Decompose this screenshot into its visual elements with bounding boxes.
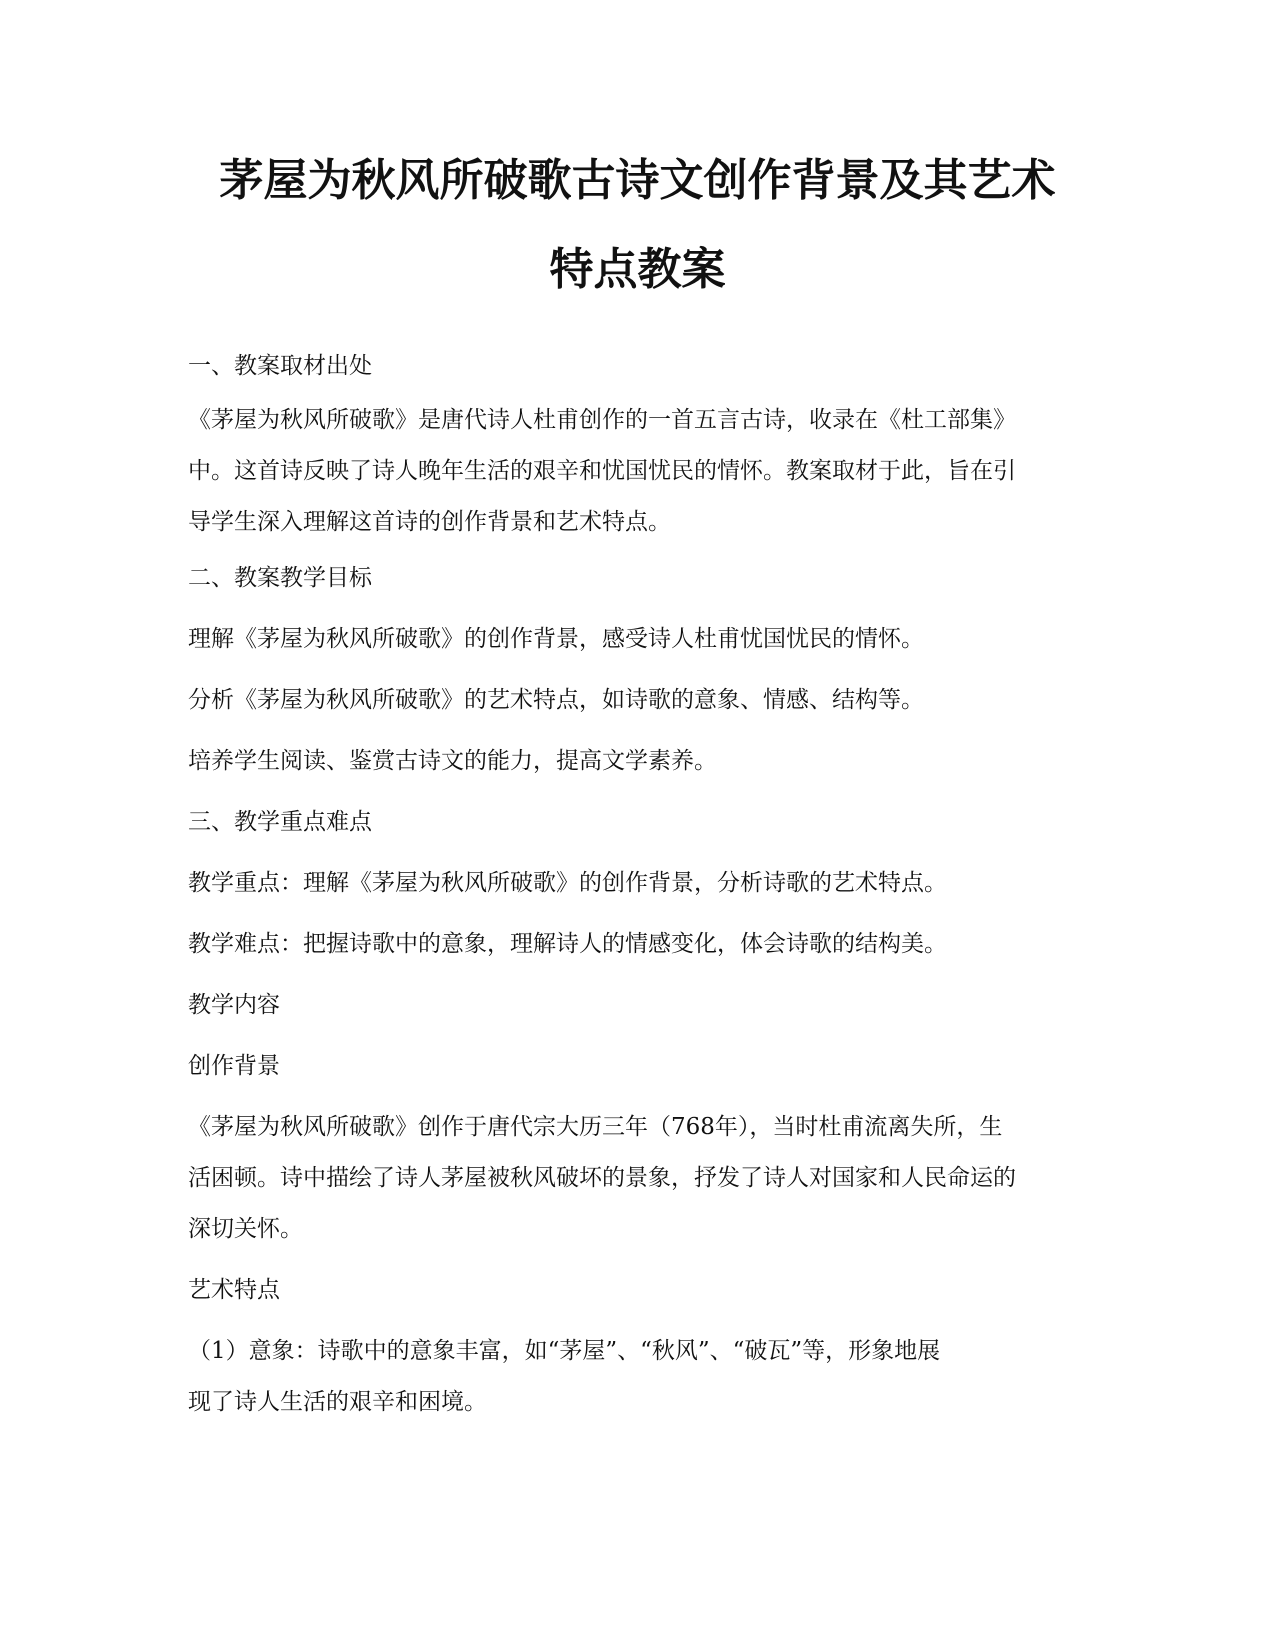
paragraph-line: 《茅屋为秋风所破歌》创作于唐代宗大历三年（768年），当时杜甫流离失所，生 [188, 1114, 1003, 1140]
paragraph-line: 导学生深入理解这首诗的创作背景和艺术特点。 [188, 509, 671, 535]
document-title-line-1: 茅屋为秋风所破歌古诗文创作背景及其艺术 [219, 155, 1056, 206]
paragraph-line: 现了诗人生活的艰辛和困境。 [188, 1389, 487, 1415]
paragraph-line: 《茅屋为秋风所破歌》是唐代诗人杜甫创作的一首五言古诗，收录在《杜工部集》 [188, 407, 1016, 433]
section-heading-source: 一、教案取材出处 [188, 353, 372, 379]
key-point-text: 教学重点：理解《茅屋为秋风所破歌》的创作背景，分析诗歌的艺术特点。 [188, 870, 947, 896]
difficulty-text: 教学难点：把握诗歌中的意象，理解诗人的情感变化，体会诗歌的结构美。 [188, 931, 947, 957]
objective-item: 理解《茅屋为秋风所破歌》的创作背景，感受诗人杜甫忧国忧民的情怀。 [188, 626, 924, 652]
section-heading-key-points: 三、教学重点难点 [188, 809, 372, 835]
paragraph-line: 中。这首诗反映了诗人晚年生活的艰辛和忧国忧民的情怀。教案取材于此，旨在引 [188, 458, 1016, 484]
objective-item: 培养学生阅读、鉴赏古诗文的能力，提高文学素养。 [188, 748, 717, 774]
section-heading-content: 教学内容 [188, 992, 280, 1018]
document-title-line-2: 特点教案 [549, 244, 726, 295]
section-heading-objectives: 二、教案教学目标 [188, 565, 372, 591]
objective-item: 分析《茅屋为秋风所破歌》的艺术特点，如诗歌的意象、情感、结构等。 [188, 687, 924, 713]
subheading-background: 创作背景 [188, 1053, 280, 1079]
paragraph-line: 深切关怀。 [188, 1216, 303, 1242]
subheading-art-features: 艺术特点 [188, 1277, 280, 1303]
paragraph-line: 活困顿。诗中描绘了诗人茅屋被秋风破坏的景象，抒发了诗人对国家和人民命运的 [188, 1165, 1016, 1191]
paragraph-line: （1）意象：诗歌中的意象丰富，如“茅屋”、“秋风”、“破瓦”等，形象地展 [188, 1338, 941, 1364]
